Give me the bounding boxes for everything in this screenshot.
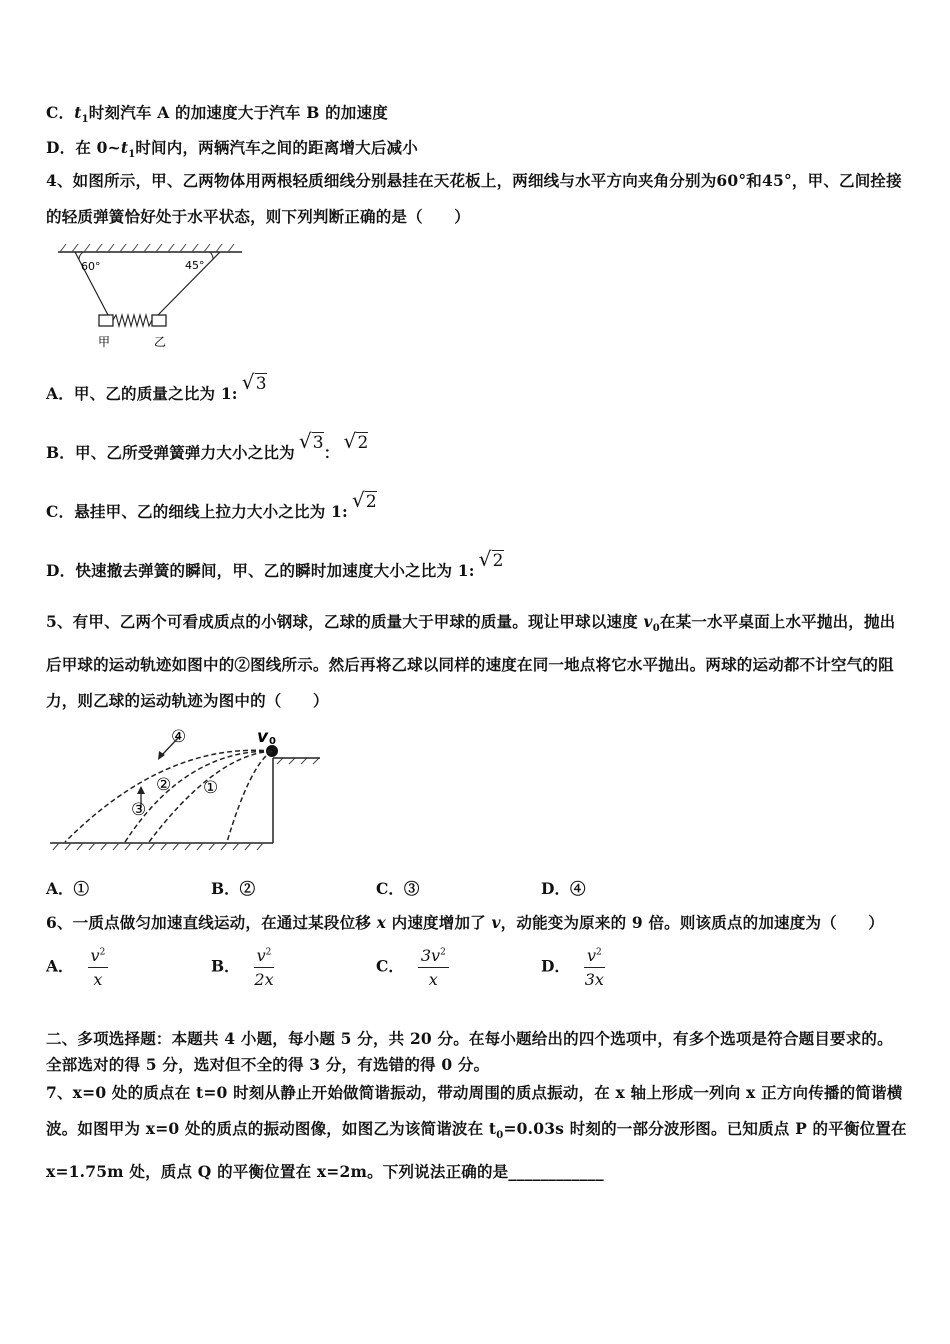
q6-option-b: B． $\frac{v^2}{2x}$ [211, 946, 274, 989]
trajectory-2-label: ② [156, 775, 172, 795]
q4-option-b: B．甲、乙所受弹簧弹力大小之比为 √3： √2 [46, 429, 369, 462]
q4-option-d: D．快速撤去弹簧的瞬间，甲、乙的瞬时加速度大小之比为 1: √2 [46, 547, 504, 580]
object-jia-label: 甲 [98, 335, 111, 349]
q3-option-c: C．$t_1$时刻汽车 A 的加速度大于汽车 B 的加速度 [46, 103, 388, 126]
q5-option-d: D．④ [541, 879, 586, 898]
q4-stem: 4、如图所示，甲、乙两物体用两根轻质细线分别悬挂在天花板上，两细线与水平方向夹角分别为60°和45°，甲、乙间拴接的轻质弹簧恰好处于水平状态，则下列判断正确的是（ ） [46, 171, 902, 226]
q5-option-c: C．③ [376, 879, 420, 898]
answer-blank[interactable]: ____________ [508, 1162, 604, 1182]
q4-figure [50, 240, 250, 355]
v0-label: v [257, 727, 269, 747]
q5-option-a: A．① [46, 879, 90, 898]
object-yi-label: 乙 [154, 335, 167, 349]
q3-option-d: D．在 $0\sim t_1$时间内，两辆汽车之间的距离增大后减小 [46, 138, 418, 161]
angle-60-label: 60° [81, 260, 101, 273]
q6-option-a: A． $\frac{v^2}{x}$ [46, 946, 108, 989]
q5-figure [45, 720, 335, 855]
q6-stem: 6、一质点做匀加速直线运动，在通过某段位移 x 内速度增加了 v，动能变为原来的 9 倍。则该质点的加速度为（ ） [46, 913, 884, 932]
q6-option-c: C． $\frac{3v^2}{x}$ [376, 946, 449, 989]
trajectory-3-label: ③ [131, 800, 147, 820]
trajectory-1-label: ① [203, 778, 219, 798]
q5-option-b: B．② [211, 879, 256, 898]
q6-option-d: D． $\frac{v^2}{3x}$ [541, 946, 604, 989]
q4-option-c: C．悬挂甲、乙的细线上拉力大小之比为 1: √2 [46, 488, 377, 521]
trajectory-4-label: ④ [171, 727, 187, 747]
v0-subscript: 0 [269, 736, 276, 747]
section2-heading: 二、多项选择题：本题共 4 小题，每小题 5 分，共 20 分。在每小题给出的四个选项中，有多个选项是符合题目要求的。全部选对的得 5 分，选对但不全的得 3 分，有选错的得 0 分。 [46, 1029, 893, 1074]
q7-stem: 7、x=0 处的质点在 t=0 时刻从静止开始做简谐振动，带动周围的质点振动，在 x 轴上形成一列向 x 正方向传播的简谐横波。如图甲为 x=0 处的质点的振动图像，如图乙为该简谐波在 $t_0=0.03s$ 时刻的一部分波形图。已知质点 P 的平衡位置在 x=1.75m 处，质点 Q 的平衡位置在 x=2m。下列说法正确的是____________ [46, 1083, 907, 1182]
angle-45-label: 45° [185, 259, 205, 272]
q4-option-a: A．甲、乙的质量之比为 1: √3 [46, 370, 267, 403]
q5-stem: 5、有甲、乙两个可看成质点的小钢球，乙球的质量大于甲球的质量。现让甲球以速度 $v_0$在某一水平桌面上水平抛出，抛出后甲球的运动轨迹如图中的②图线所示。然后再将乙球以同样的速度在同一地点将它水平抛出。两球的运动都不计空气的阻力，则乙球的运动轨迹为图中的（ ） [46, 612, 896, 711]
